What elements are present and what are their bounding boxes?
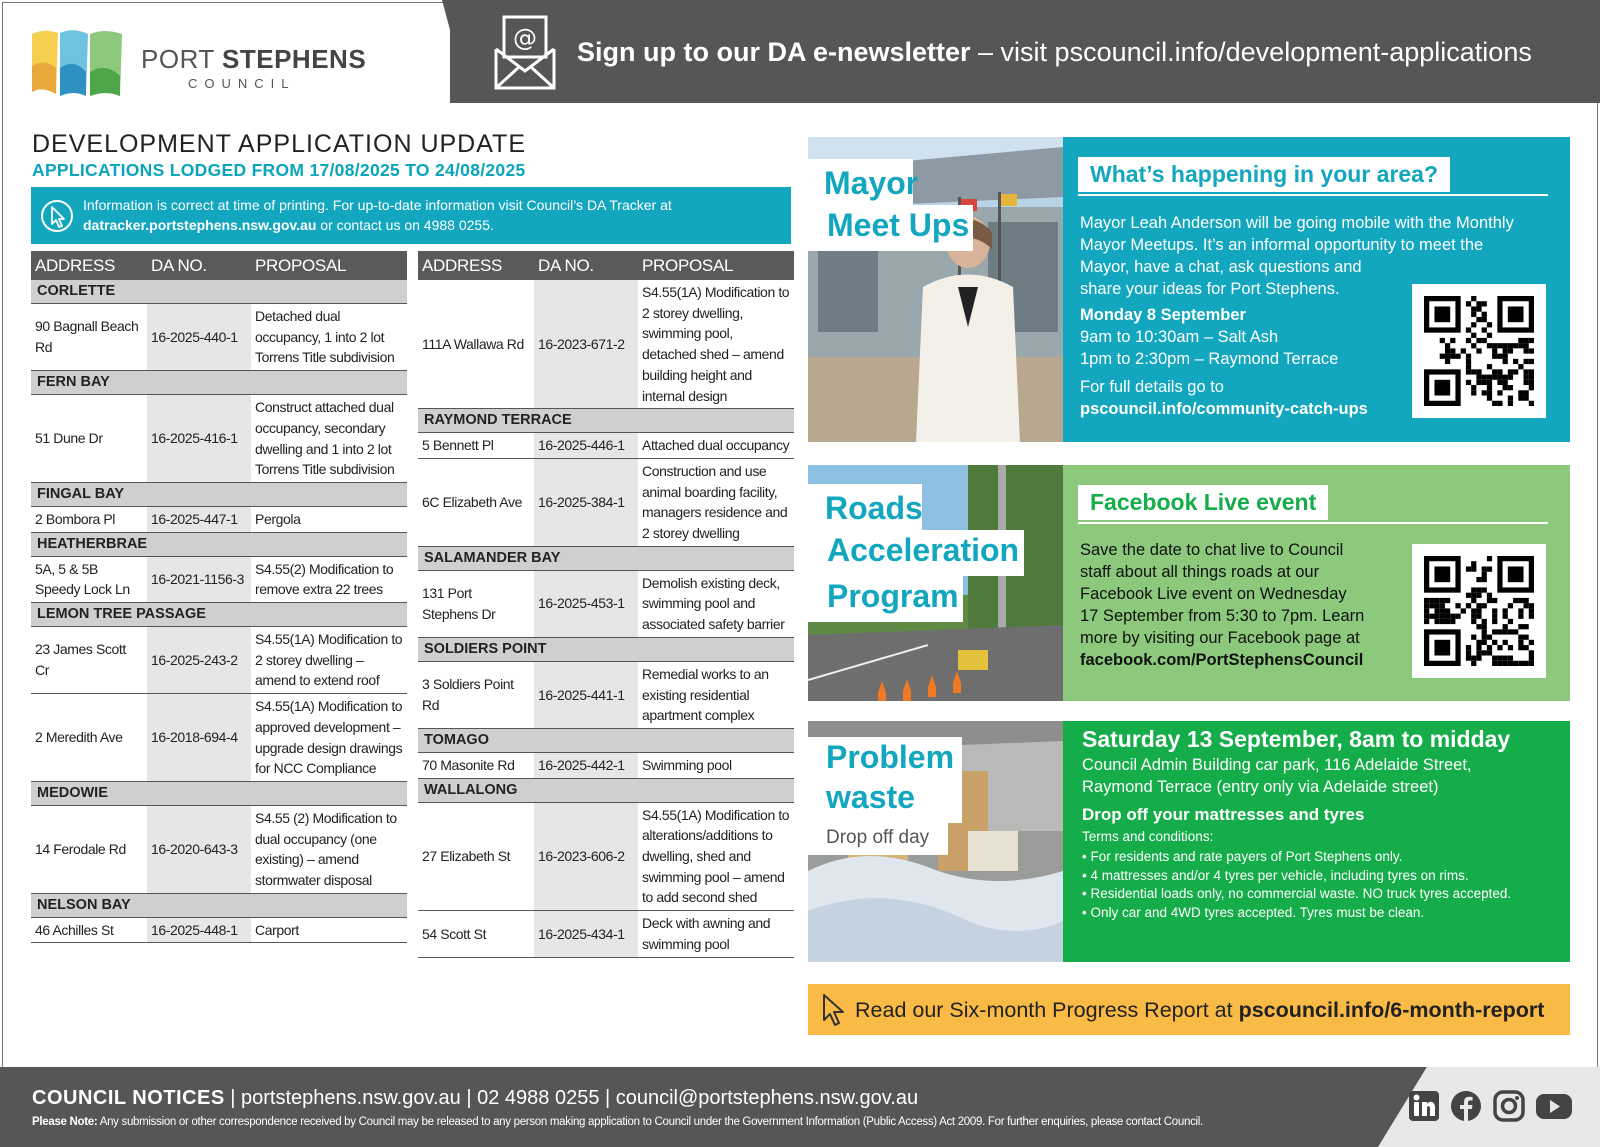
suburb-header [418,728,794,752]
progress-report-text: Read our Six-month Progress Report at pscouncil.info/6-month-report [855,998,1545,1022]
address-cell: 46 Achilles St [31,917,147,943]
table-row [31,556,407,602]
youtube-icon[interactable] [1535,1090,1573,1122]
datracker-link[interactable]: datracker.portstephens.nsw.gov.au [83,217,317,233]
da-number-cell: 16-2025-446-1 [534,433,638,459]
address-cell: 2 Bombora Pl [31,506,147,532]
facebook-icon[interactable] [1450,1090,1482,1122]
col-header-address: ADDRESS [31,251,147,280]
suburb-header [31,781,407,805]
email-icon [493,15,557,91]
council-logo-icon [30,28,125,100]
address-cell: 14 Ferodale Rd [31,805,147,893]
waste-tag: Problem waste [808,737,962,823]
suburb-name: CORLETTE [31,280,407,304]
table-row [31,395,407,483]
proposal-cell: S4.55(1A) Modification to 2 storey dwelling, swimming pool, detached shed – amend building height and internal design [638,280,794,409]
pointer-icon [40,199,74,233]
waste-dropoff: Drop off your mattresses and tyres [1082,805,1365,824]
da-number-cell: 16-2025-434-1 [534,911,638,957]
proposal-cell: S4.55(1A) Modification to approved development – upgrade design drawings for NCC Compliance [251,694,407,782]
pointer-icon [820,992,848,1028]
address-cell: 3 Soldiers Point Rd [418,661,534,728]
progress-report-link[interactable]: pscouncil.info/6-month-report [1238,998,1545,1022]
proposal-cell: S4.55(1A) Modification to 2 storey dwelling – amend to extend roof [251,627,407,694]
table-row [418,661,794,728]
roads-tag-1: Roads [808,484,922,530]
suburb-name: LEMON TREE PASSAGE [31,603,407,627]
suburb-header [31,603,407,627]
progress-report-banner[interactable] [808,984,1570,1035]
proposal-cell: Construction and use animal boarding facility, managers residence and 2 storey dwelling [638,458,794,546]
suburb-header [31,893,407,917]
proposal-cell: Carport [251,917,407,943]
table-row [31,694,407,782]
table-row [31,805,407,893]
page-subtitle: APPLICATIONS LODGED FROM 17/08/2025 TO 24/08/2025 [32,160,526,180]
proposal-cell: Deck with awning and swimming pool [638,911,794,957]
address-cell: 111A Wallawa Rd [418,280,534,409]
info-text: Information is correct at time of printing. For up-to-date information visit Council’s DA Tracker at datracker.portstephens.nsw.gov.au or contact us on 4988 0255. [83,197,672,233]
proposal-cell: Attached dual occupancy [638,433,794,459]
address-cell: 51 Dune Dr [31,395,147,483]
suburb-name: TOMAGO [418,728,794,752]
proposal-cell: Swimming pool [638,752,794,778]
proposal-cell: Remedial works to an existing residential apartment complex [638,661,794,728]
problem-waste-panel [808,721,1570,962]
mayor-heading-rule [1078,194,1548,196]
address-cell: 5A, 5 & 5B Speedy Lock Ln [31,556,147,602]
council-subtitle: COUNCIL [188,76,296,91]
table-row [418,911,794,957]
suburb-header [418,546,794,570]
roads-tag-2: Acceleration [808,530,1024,576]
address-cell: 5 Bennett Pl [418,433,534,459]
footer [0,1067,1600,1147]
col-header-proposal: PROPOSAL [251,251,407,280]
col-header-address: ADDRESS [418,251,534,280]
instagram-icon[interactable] [1493,1090,1525,1122]
suburb-name: MEDOWIE [31,781,407,805]
proposal-cell: Demolish existing deck, swimming pool and associated safety barrier [638,570,794,637]
da-number-cell: 16-2025-384-1 [534,458,638,546]
col-header-da-no: DA NO. [534,251,638,280]
da-number-cell: 16-2025-440-1 [147,304,251,371]
address-cell: 54 Scott St [418,911,534,957]
terms-item: • For residents and rate payers of Port Stephens only. [1082,849,1403,864]
terms-item: • 4 mattresses and/or 4 tyres per vehicle, including tyres on rims. [1082,867,1469,883]
facebook-page-link[interactable]: facebook.com/PortStephensCouncil [1080,651,1364,669]
da-number-cell: 16-2025-243-2 [147,627,251,694]
address-cell: 23 James Scott Cr [31,627,147,694]
roads-tag-3: Program [808,576,963,622]
table-row [418,280,794,409]
newsletter-signup-text[interactable]: Sign up to our DA e-newsletter – visit pscouncil.info/development-applications [577,37,1532,67]
roads-qr-code-icon[interactable] [1412,544,1546,678]
page-title: DEVELOPMENT APPLICATION UPDATE [32,130,527,158]
proposal-cell: Detached dual occupancy, 1 into 2 lot Torrens Title subdivision [251,304,407,371]
da-number-cell: 16-2018-694-4 [147,694,251,782]
mayor-tag-2: Meet Ups [808,205,973,251]
mayor-heading: What’s happening in your area? [1078,157,1450,192]
info-banner [31,187,791,244]
waste-address: Council Admin Building car park, 116 Adelaide Street, Raymond Terrace (entry only via Adelaide street) [1082,756,1472,796]
svg-text:@: @ [513,24,537,52]
table-row [31,304,407,371]
suburb-header [418,637,794,661]
table-row [31,506,407,532]
table-row [418,752,794,778]
terms-item: • Only car and 4WD tyres accepted. Tyres must be clean. [1082,904,1425,920]
da-number-cell: 16-2025-447-1 [147,506,251,532]
mayor-qr-code-icon[interactable] [1412,284,1546,418]
mayor-meetups-panel [808,137,1570,442]
council-name: PORT STEPHENS [141,44,367,74]
suburb-header [418,778,794,802]
address-cell: 90 Bagnall Beach Rd [31,304,147,371]
mayor-tag-1: Mayor [808,159,913,205]
waste-subtag: Drop off day [808,823,948,855]
suburb-name: SOLDIERS POINT [418,637,794,661]
terms-item: • Residential loads only, no commercial waste. NO truck tyres accepted. [1082,886,1512,901]
col-header-proposal: PROPOSAL [638,251,794,280]
suburb-name: SALAMANDER BAY [418,546,794,570]
da-number-cell: 16-2020-643-3 [147,805,251,893]
suburb-name: RAYMOND TERRACE [418,409,794,433]
proposal-cell: S4.55(1A) Modification to alterations/additions to dwelling, shed and swimming pool – amend to add second shed [638,802,794,911]
mayor-body: Mayor Leah Anderson will be going mobile with the Monthly Mayor Meetups. It’s an informal opportunity to meet the Mayor, have a chat, ask questions and share your ideas for Port Stephens. Monday 8 September 9am to 10:30am – Salt Ash 1pm to 2:30pm – Raymond Terrace For full details go to pscouncil.info/community-catch-ups [1080,214,1514,418]
linkedin-icon[interactable] [1408,1090,1440,1122]
da-number-cell: 16-2023-606-2 [534,802,638,911]
roads-body: Save the date to chat live to Council staff about all things roads at our Facebook Live event on Wednesday 17 September from 5:30 to 7pm. Learn more by visiting our Facebook page at facebook.com/PortStephensCouncil [1080,541,1365,669]
suburb-header [418,409,794,433]
address-cell: 131 Port Stephens Dr [418,570,534,637]
proposal-cell: Construct attached dual occupancy, secondary dwelling and 1 into 2 lot Torrens Title subdivision [251,395,407,483]
proposal-cell: S4.55 (2) Modification to dual occupancy (one existing) – amend stormwater disposal [251,805,407,893]
waste-heading: Saturday 13 September, 8am to midday [1082,726,1511,752]
footer-note: Please Note: Any submission or other correspondence received by Council may be released to any person making application to Council under the Government Information (Public Access) Act 2009. For further enquiries, please contact Council. [32,1116,1203,1128]
waste-terms-list [1082,848,1511,922]
suburb-header [31,280,407,304]
suburb-name: NELSON BAY [31,893,407,917]
suburb-header [31,482,407,506]
da-number-cell: 16-2025-453-1 [534,570,638,637]
address-cell: 2 Meredith Ave [31,694,147,782]
suburb-name: HEATHERBRAE [31,532,407,556]
da-number-cell: 16-2025-416-1 [147,395,251,483]
suburb-name: FERN BAY [31,371,407,395]
address-cell: 70 Masonite Rd [418,752,534,778]
waste-terms-label: Terms and conditions: [1082,829,1214,844]
suburb-header [31,371,407,395]
address-cell: 27 Elizabeth St [418,802,534,911]
proposal-cell: S4.55(2) Modification to remove extra 22 trees [251,556,407,602]
roads-heading: Facebook Live event [1078,485,1328,520]
da-number-cell: 16-2021-1156-3 [147,556,251,602]
da-number-cell: 16-2023-671-2 [534,280,638,409]
council-notices: COUNCIL NOTICES | portstephens.nsw.gov.au | 02 4988 0255 | council@portstephens.nsw.gov.au [32,1087,919,1109]
col-header-da-no: DA NO. [147,251,251,280]
da-number-cell: 16-2025-442-1 [534,752,638,778]
da-table-left [31,251,407,943]
suburb-name: FINGAL BAY [31,482,407,506]
table-row [418,802,794,911]
da-number-cell: 16-2025-448-1 [147,917,251,943]
mayor-details-link[interactable]: pscouncil.info/community-catch-ups [1080,400,1368,418]
table-row [418,433,794,459]
da-table-right [418,251,794,958]
address-cell: 6C Elizabeth Ave [418,458,534,546]
suburb-name: WALLALONG [418,778,794,802]
da-number-cell: 16-2025-441-1 [534,661,638,728]
table-row [418,458,794,546]
table-row [418,570,794,637]
suburb-header [31,532,407,556]
table-row [31,627,407,694]
roads-panel [808,465,1570,701]
proposal-cell: Pergola [251,506,407,532]
table-row [31,917,407,943]
roads-heading-rule [1078,522,1548,524]
